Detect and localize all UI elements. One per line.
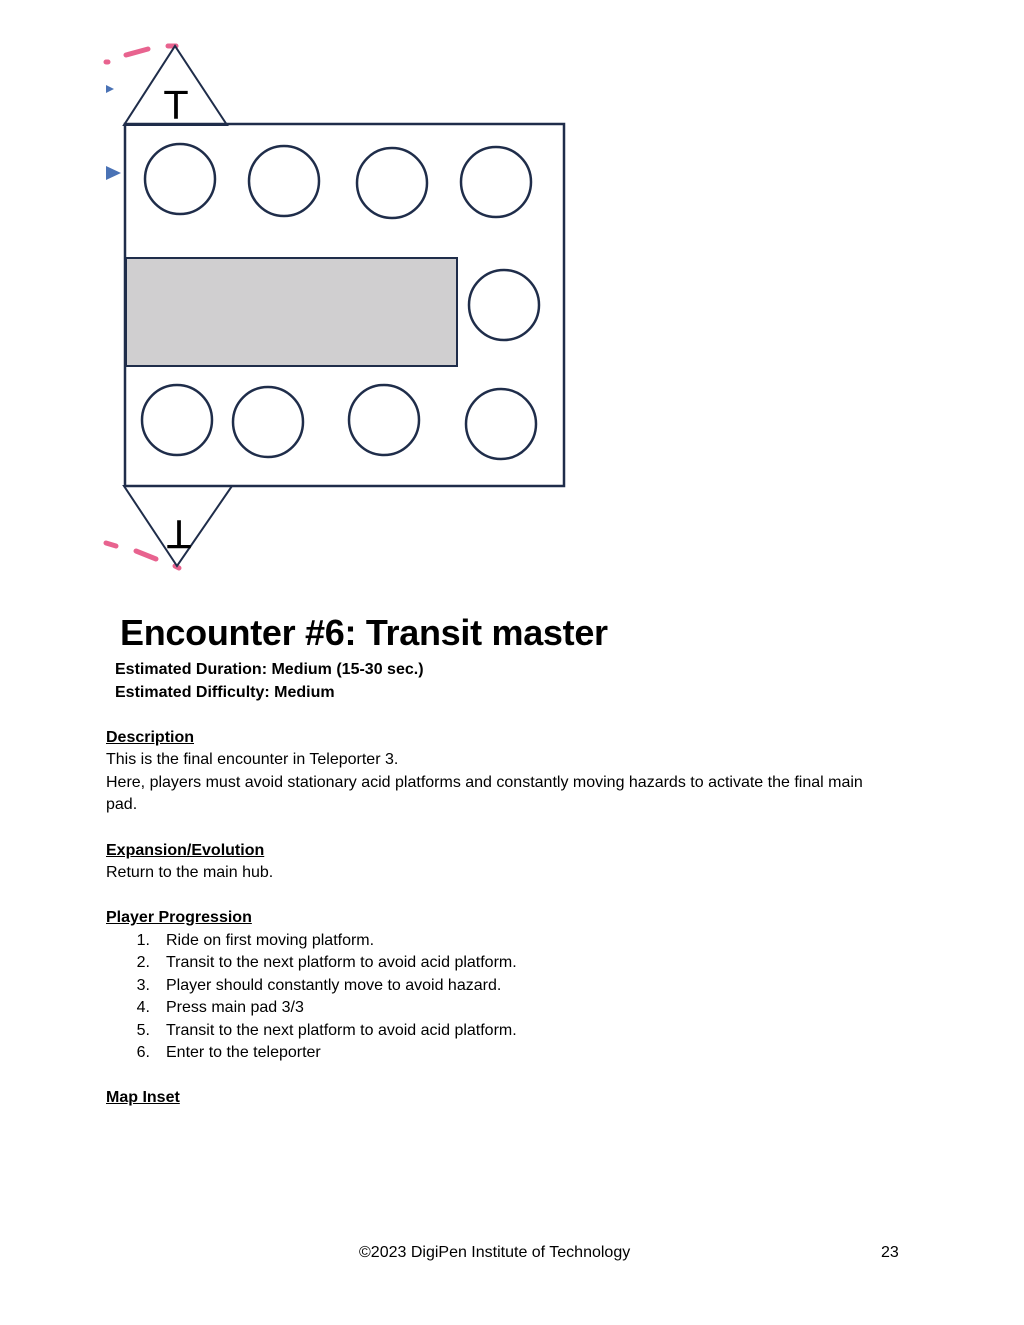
step-number: 5. [136, 1021, 150, 1039]
platform-circle [249, 146, 319, 216]
step-text: Ride on first moving platform. [166, 932, 375, 949]
progression-heading: Player Progression [106, 909, 252, 926]
arrow-marker-small [106, 85, 114, 93]
encounter-map-diagram [0, 0, 1024, 600]
platform-circle [357, 148, 427, 218]
platform-circle [461, 147, 531, 217]
list-item [106, 997, 304, 1019]
acid-platform [126, 258, 457, 366]
expansion-heading: Expansion/Evolution [106, 842, 265, 859]
description-text [106, 749, 886, 817]
step-text: Press main pad 3/3 [166, 999, 304, 1017]
list-item [106, 1020, 517, 1042]
map-inset-heading: Map Inset [106, 1089, 180, 1106]
platform-circle [469, 270, 539, 340]
step-number: 2. [136, 954, 150, 972]
teleporter-bottom-label: T [167, 511, 191, 555]
step-text: Transit to the next platform to avoid acid platform. [166, 1021, 517, 1039]
platform-circle [142, 385, 212, 455]
list-item [106, 930, 375, 952]
step-number: 1. [136, 932, 150, 949]
teleporter-top-label: T [164, 84, 188, 128]
step-number: 3. [136, 976, 150, 994]
platform-circle [145, 144, 215, 214]
platform-circle [349, 385, 419, 455]
platform-circle [233, 387, 303, 457]
step-number: 4. [136, 999, 150, 1017]
footer-copyright: ©2023 DigiPen Institute of Technology [359, 1244, 631, 1261]
description-line-1: This is the final encounter in Teleporter 3. [106, 751, 399, 768]
list-item [106, 1042, 321, 1064]
step-text: Enter to the teleporter [166, 1043, 321, 1061]
estimated-difficulty: Estimated Difficulty: Medium [115, 684, 335, 701]
platform-circle [466, 389, 536, 459]
list-item [106, 952, 517, 974]
expansion-text: Return to the main hub. [106, 864, 274, 881]
arrow-marker-entry [106, 166, 121, 180]
estimated-duration: Estimated Duration: Medium (15-30 sec.) [115, 661, 424, 678]
encounter-title: Encounter #6: Transit master [120, 612, 608, 653]
step-text: Player should constantly move to avoid hazard. [166, 976, 502, 994]
step-text: Transit to the next platform to avoid acid platform. [166, 954, 517, 972]
step-number: 6. [136, 1043, 150, 1061]
progression-list [106, 930, 517, 1064]
page-number: 23 [881, 1244, 899, 1261]
description-line-2: Here, players must avoid stationary acid platforms and constantly moving hazards to activate the final main pad. [106, 773, 863, 813]
description-heading: Description [106, 729, 195, 746]
list-item [106, 975, 502, 997]
